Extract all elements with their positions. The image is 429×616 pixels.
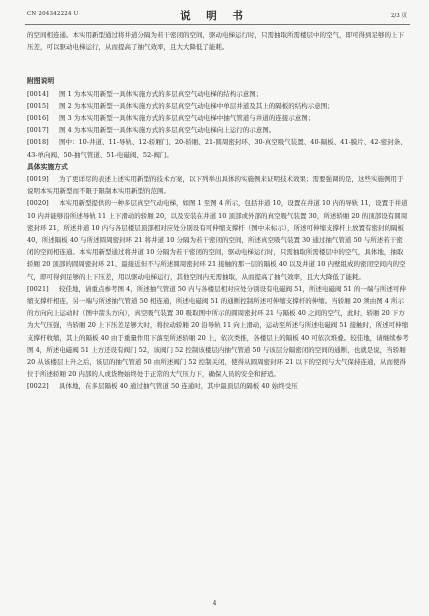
section-heading-figures: 附图说明	[27, 77, 55, 86]
paragraph-0016	[27, 112, 409, 124]
page-of-count: 2/3 页	[390, 13, 407, 19]
section-heading-embodiment: 具体实施方式	[27, 162, 68, 171]
paragraph-tag: [0019]	[27, 175, 49, 184]
paragraph-text: 为了更详尽的表述上述实用新型的技术方案，以下列举出具体的实施例来证明技术效果；需要强调的是，这些实施例用于说明本实用新型而不限于限制本实用新型的范围。	[27, 175, 404, 196]
paragraph-tag: [0022]	[27, 382, 49, 391]
paragraph-tag: [0014]	[27, 89, 49, 98]
paragraph-text: 图中：10-井道、11-导轨、12-轿厢门、20-轿厢、21-圆周密封环、30-真空吸气装置、40-隔板、41-膜片、42-密封条、43-单向阀、50-抽气管道、51-电磁阀、52-阀门。	[27, 138, 407, 159]
paragraph-tag: [0016]	[27, 114, 49, 123]
document-number: CN 204342224 U	[27, 11, 79, 17]
document-title: 说 明 书	[180, 10, 249, 22]
paragraph-0022	[27, 380, 409, 392]
paragraph-text: 具体地，在多层隔板 40 通过抽气管道 50 连通时，其中最顶层的隔板 40 始终受压	[59, 382, 298, 391]
paragraph-tag: [0020]	[27, 199, 49, 208]
paragraph-0015	[27, 100, 409, 112]
paragraph-0018	[27, 136, 409, 160]
paragraph-tag: [0015]	[27, 101, 49, 110]
paragraph-text: 图 4 为本实用新型一具体实施方式的多层真空气动电梯向上运行的示意图。	[59, 126, 276, 135]
paragraph-0014	[27, 88, 409, 100]
header-rule	[25, 24, 410, 25]
paragraph-0017	[27, 124, 409, 136]
paragraph-text: 图 3 为本实用新型一具体实施方式的多层真空气动电梯中抽气管道与井道的连接示意图；	[59, 114, 315, 123]
intro-paragraph: 的空间相连通。本实用新型通过将井道分隔为若干密闭的空间，驱动电梯运行时，只需抽取所需楼层中的空气，即可得到足够的上下压差，可以驱动电梯运行，从而提高了抽气效率，且大大降低了能耗。	[27, 31, 404, 52]
paragraph-0019	[27, 173, 409, 197]
page-number: 4	[212, 600, 217, 607]
document-body	[27, 29, 409, 393]
paragraph-tag: [0018]	[27, 138, 49, 147]
paragraph-0020	[27, 197, 409, 282]
paragraph-text: 图 2 为本实用新型一具体实施方式的多层真空气动电梯中单层井道及其上的隔板的结构示意图；	[59, 101, 334, 110]
paragraph-tag: [0021]	[27, 284, 49, 293]
paragraph-0021	[27, 283, 409, 381]
paragraph-text: 较佳地，请重点参考图 4，所述抽气管道 50 内与各楼层相对应处分别设有电磁阀 51，所述电磁阀 51 的一端与所述可伸缩支撑杆相连，另一端与所述抽气管道 50 相连通，所述电磁阀 51 的通断控制所述可伸缩支撑杆的伸缩。当轿厢 20 须由图 4 所示的方向向上运动时（图中箭头方向），真空吸气装置 30 吸取图中所示的圆周密封环 21 与隔板 40 之间的空气，此时，轿厢 20 下方为大气压强，当轿厢 20 上下压差足够大时，将拉动轿厢 20 沿导轨 11 向上滑动，运动至所述与所述电磁阀 51 接触时，所述可伸缩支撑杆收缩，其上的隔板 40 由于重量作用下落至所述轿厢 20 上，依次类推，各楼层上的隔板 40 可依次堆叠。较佳地，请继续参考图 4，所述电磁阀 51 上方还设有阀门 52，该阀门 52 控制该楼层内抽气管道 50 与该层分隔密闭的空间的通断，也就是说，当轿厢 20 从该楼层上升之后，该层的抽气管道 50 由所述阀门 52 控制关闭，使得从圆周密封环 21 以下的空间与大气保持连通，从而使得位于所述轿厢 20 内部的人或货物始终处于正常的大气压力下，确保人员的安全和舒适。	[27, 284, 409, 379]
paragraph-text: 图 1 为本实用新型一具体实施方式的多层真空气动电梯的结构示意图；	[59, 89, 263, 98]
paragraph-tag: [0017]	[27, 126, 49, 135]
paragraph-text: 本实用新型提供的一种多层真空气动电梯，如图 1 至图 4 所示，包括井道 10，设置在井道 10 内的导轨 11，设置于井道 10 内并能够沿所述导轨 11 上下滑动的轿厢 20，以及安装在井道 10 顶部或外部的真空吸气装置 30，所述轿厢 20 的顶部设有圆周密封环 21，所述井道 10 内与各层楼层顶部相对应处分别设有可伸缩支撑杆（图中未标示），所述可伸缩支撑杆上放置有密封的隔板 40，所述隔板 40 与所述圆周密封环 21 将井道 10 分隔为若干密闭的空间，所述真空吸气装置 30 通过抽气管道 50 与所述若干密闭的空间相连通。本实用新型通过将井道 10 分隔为若干密闭的空间，驱动电梯运行时，只需抽取所需楼层中的空气，具体地，抽取轿厢 20 顶部的圆周密封环 21、最接近但不与所述圆周密封环 21 接触的那一层的隔板 40 以及井道 10 内壁组成的密闭空间内的空气，即可得到足够的上下压差，用以驱动电梯运行，其他空间内无需抽取，从而提高了抽气效率，且大大降低了能耗。	[27, 199, 408, 281]
